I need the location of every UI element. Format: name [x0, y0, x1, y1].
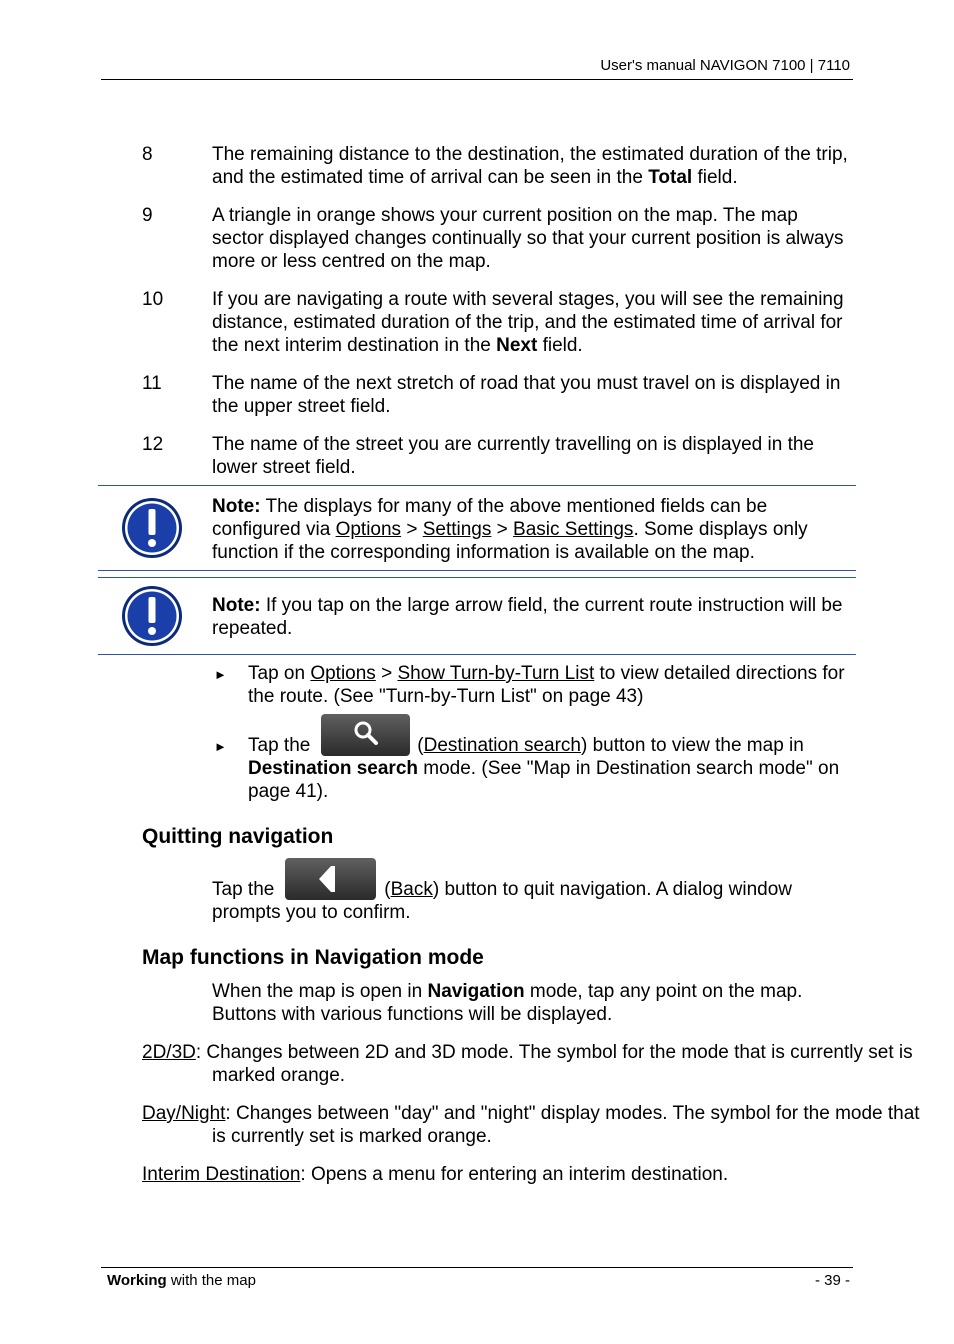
item-number: 9	[142, 205, 153, 226]
footer-section: Working with the map	[107, 1272, 256, 1289]
note-rule-bottom	[98, 570, 856, 571]
paragraph-text: When the map is open in Navigation mode, tap any point on the map. Buttons with various functions will be displayed.	[212, 981, 803, 1025]
exclamation-icon	[121, 497, 183, 559]
page-number: - 39 -	[814, 1272, 850, 1289]
note-text: Note: The displays for many of the above mentioned fields can be configured via Options > Settings > Basic Settings. Some displays only function if the corresponding information is available on the map.	[212, 496, 808, 563]
bullet-arrow-icon: ►	[214, 667, 227, 682]
note-rule-bottom	[98, 654, 856, 655]
item-number: 12	[142, 434, 164, 455]
item-text: The name of the street you are currently travelling on is displayed in the lower street field.	[212, 434, 814, 478]
note-text: Note: If you tap on the large arrow field, the current route instruction will be repeated.	[212, 595, 843, 639]
options-link[interactable]: Options	[335, 519, 402, 540]
back-link[interactable]: Back	[390, 879, 433, 900]
paragraph-text: Tap the	[212, 879, 275, 900]
definition-item: Interim Destination: Opens a menu for entering an interim destination.	[142, 1164, 729, 1185]
term-interim-destination: Interim Destination	[142, 1164, 301, 1185]
term-day-night: Day/Night	[142, 1103, 226, 1124]
show-turn-by-turn-list-link[interactable]: Show Turn-by-Turn List	[397, 663, 595, 684]
running-header: User's manual NAVIGON 7100 | 7110	[600, 57, 850, 74]
header-rule	[101, 79, 853, 80]
paragraph-text: (Back) button to quit navigation. A dialog window prompts you to confirm.	[212, 879, 792, 923]
destination-search-link[interactable]: Destination search	[423, 735, 581, 756]
bullet-text: Tap the	[248, 735, 311, 756]
bullet-text: Tap on Options > Show Turn-by-Turn List to view detailed directions for the route. (See "Turn-by-Turn List" on page 43)	[248, 663, 845, 707]
settings-link[interactable]: Settings	[422, 519, 492, 540]
note-rule-top	[98, 577, 856, 578]
definition-item: Day/Night: Changes between "day" and "night" display modes. The symbol for the mode that is currently set is marked orange.	[142, 1103, 920, 1147]
item-number: 8	[142, 144, 153, 165]
definition-item: 2D/3D: Changes between 2D and 3D mode. The symbol for the mode that is currently set is marked orange.	[142, 1042, 913, 1086]
section-heading: Quitting navigation	[142, 825, 334, 848]
term-2d-3d: 2D/3D	[142, 1042, 196, 1063]
options-link[interactable]: Options	[310, 663, 376, 684]
item-text: A triangle in orange shows your current position on the map. The map sector displayed changes continually so that your current position is always more or less centred on the map.	[212, 205, 844, 272]
item-text: If you are navigating a route with several stages, you will see the remaining distance, estimated duration of the trip, and the estimated time of arrival for the next interim destination in the Next field.	[212, 289, 844, 356]
section-heading: Map functions in Navigation mode	[142, 946, 484, 969]
note-rule-top	[98, 485, 856, 486]
item-number: 11	[142, 373, 162, 394]
item-text: The name of the next stretch of road that you must travel on is displayed in the upper street field.	[212, 373, 841, 417]
footer-rule	[101, 1267, 853, 1268]
bullet-text: (Destination search) button to view the map in Destination search mode. (See "Map in Destination search mode" on page 41).	[248, 735, 840, 802]
exclamation-icon	[121, 585, 183, 647]
item-text: The remaining distance to the destination, the estimated duration of the trip, and the estimated time of arrival can be seen in the Total field.	[212, 144, 848, 188]
bullet-arrow-icon: ►	[214, 739, 227, 754]
basic-settings-link[interactable]: Basic Settings	[513, 519, 634, 540]
item-number: 10	[142, 289, 164, 310]
